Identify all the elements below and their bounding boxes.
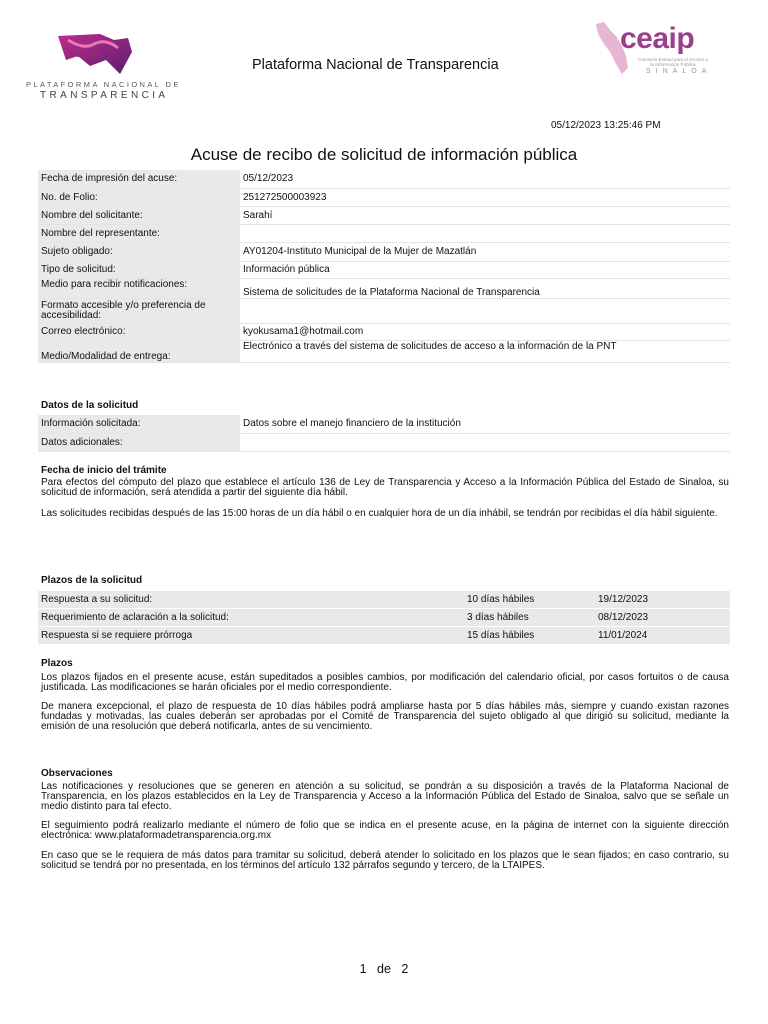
ceaip-wordmark: ceaip: [620, 22, 695, 55]
row-label: Nombre del solicitante:: [38, 206, 240, 224]
table-row: [38, 433, 730, 451]
row-label: Fecha de impresión del acuse:: [38, 170, 240, 188]
table-row: [38, 627, 730, 645]
row-label: Formato accesible y/o preferencia de accesibilidad:: [38, 298, 240, 323]
row-value: Sarahí: [240, 206, 730, 224]
inicio-heading: Fecha de inicio del trámite: [41, 465, 167, 476]
row-label: Sujeto obligado:: [38, 242, 240, 261]
inicio-paragraph-2: Las solicitudes recibidas después de las 15:00 horas de un día hábil o en cualquier hora de un día inhábil, se tendrán por recibidas el día hábil siguiente.: [41, 508, 718, 519]
plazo-label: Respuesta si se requiere prórroga: [38, 627, 464, 645]
plazo-label: Requerimiento de aclaración a la solicitud:: [38, 609, 464, 627]
row-value: kyokusama1@hotmail.com: [240, 323, 730, 340]
table-row: [38, 242, 730, 261]
solicitud-table: [38, 415, 730, 452]
row-label: Información solicitada:: [38, 415, 240, 433]
row-value: Datos sobre el manejo financiero de la institución: [240, 415, 730, 433]
pnt-logo: [24, 30, 194, 105]
plazos-solicitud-heading: Plazos de la solicitud: [41, 575, 143, 586]
row-label: Tipo de solicitud:: [38, 261, 240, 278]
plazo-days: 10 días hábiles: [464, 591, 595, 609]
observaciones-paragraph-3: En caso que se le requiera de más datos para tramitar su solicitud, deberá atender lo solicitado en los plazos que le sean fijados; en caso contrario, su solicitud se tendrá por no presentada, en los términos del artículo 132 párrafos segundo y tercero, de la LTAIPES.: [41, 850, 729, 871]
table-row: [38, 323, 730, 340]
plazo-label: Respuesta a su solicitud:: [38, 591, 464, 609]
ceaip-state: SINALOA: [646, 68, 712, 75]
plazo-days: 15 días hábiles: [464, 627, 595, 645]
row-value: Sistema de solicitudes de la Plataforma Nacional de Transparencia: [240, 278, 730, 298]
table-row: [38, 224, 730, 242]
ceaip-logo: [592, 20, 722, 78]
header-title: Plataforma Nacional de Transparencia: [252, 57, 499, 73]
row-value: [240, 298, 730, 323]
document-title: Acuse de recibo de solicitud de información pública: [190, 145, 578, 164]
page-number: 1 de 2: [359, 962, 409, 976]
pnt-logo-line2: TRANSPARENCIA: [40, 90, 169, 101]
plazos-paragraph-1: Los plazos fijados en el presente acuse, están supeditados a posibles cambios, por modificación del calendario oficial, por casos fortuitos o de causa justificada. Las modificaciones se harán oficiales por el medio correspondiente.: [41, 672, 729, 693]
row-label: Correo electrónico:: [38, 323, 240, 340]
row-value: [240, 433, 730, 451]
row-value: [240, 224, 730, 242]
row-value: 251272500003923: [240, 188, 730, 206]
solicitud-heading: Datos de la solicitud: [41, 400, 139, 411]
row-label: No. de Folio:: [38, 188, 240, 206]
plazos-table: [38, 591, 730, 645]
plazo-date: 08/12/2023: [595, 609, 730, 627]
table-row: [38, 340, 730, 362]
ceaip-subtitle: Comisión Estatal para el Acceso a la Información Pública: [638, 57, 708, 67]
row-label: Medio para recibir notificaciones:: [38, 278, 240, 298]
table-row: [38, 261, 730, 278]
plazos-heading: Plazos: [41, 658, 73, 669]
row-value: Información pública: [240, 261, 730, 278]
table-row: [38, 206, 730, 224]
pnt-logo-line1: PLATAFORMA NACIONAL DE: [26, 80, 181, 89]
row-label: Datos adicionales:: [38, 433, 240, 451]
plazos-paragraph-2: De manera excepcional, el plazo de respuesta de 10 días hábiles podrá ampliarse hasta por 5 días hábiles más, siempre y cuando existan razones fundadas y motivadas, las cuales deberán ser aprobadas por el Comité de Transparencia del sujeto obligado al que dirigió su solicitud, mediante la emisión de una resolución que deberá notificarla, antes de su vencimiento.: [41, 701, 729, 732]
row-label: Medio/Modalidad de entrega:: [38, 340, 240, 362]
plazo-date: 19/12/2023: [595, 591, 730, 609]
observaciones-paragraph-2: El seguimiento podrá realizarlo mediante el número de folio que se indica en el presente acuse, en la página de internet con la siguiente dirección electrónica: www.plataformadetransparencia.org.mx: [41, 820, 729, 841]
observaciones-paragraph-1: Las notificaciones y resoluciones que se generen en atención a su solicitud, se pondrán a su disposición a través de la Plataforma Nacional de Transparencia, en los plazos establecidos en la Ley de Transparencia y Acceso a la Información Pública del Estado de Sinaloa, salvo que se señale un medio distinto para tal efecto.: [41, 781, 729, 812]
row-value: Electrónico a través del sistema de solicitudes de acceso a la información de la PNT: [240, 340, 730, 362]
pnt-logo-icon: [54, 30, 134, 78]
table-row: [38, 591, 730, 609]
row-value: 05/12/2023: [240, 170, 730, 188]
plazo-days: 3 días hábiles: [464, 609, 595, 627]
table-row: [38, 609, 730, 627]
row-value: AY01204-Instituto Municipal de la Mujer de Mazatlán: [240, 242, 730, 261]
row-label: Nombre del representante:: [38, 224, 240, 242]
plazo-date: 11/01/2024: [595, 627, 730, 645]
table-row: [38, 278, 730, 298]
general-info-table: [38, 170, 730, 363]
table-row: [38, 188, 730, 206]
inicio-paragraph-1: Para efectos del cómputo del plazo que establece el artículo 136 de Ley de Transparencia y Acceso a la Información Pública del Estado de Sinaloa, su solicitud de información, será atendida a partir del siguiente día hábil.: [41, 477, 729, 498]
table-row: [38, 170, 730, 188]
table-row: [38, 415, 730, 433]
print-timestamp: 05/12/2023 13:25:46 PM: [551, 120, 661, 131]
table-row: [38, 298, 730, 323]
observaciones-heading: Observaciones: [41, 768, 113, 779]
